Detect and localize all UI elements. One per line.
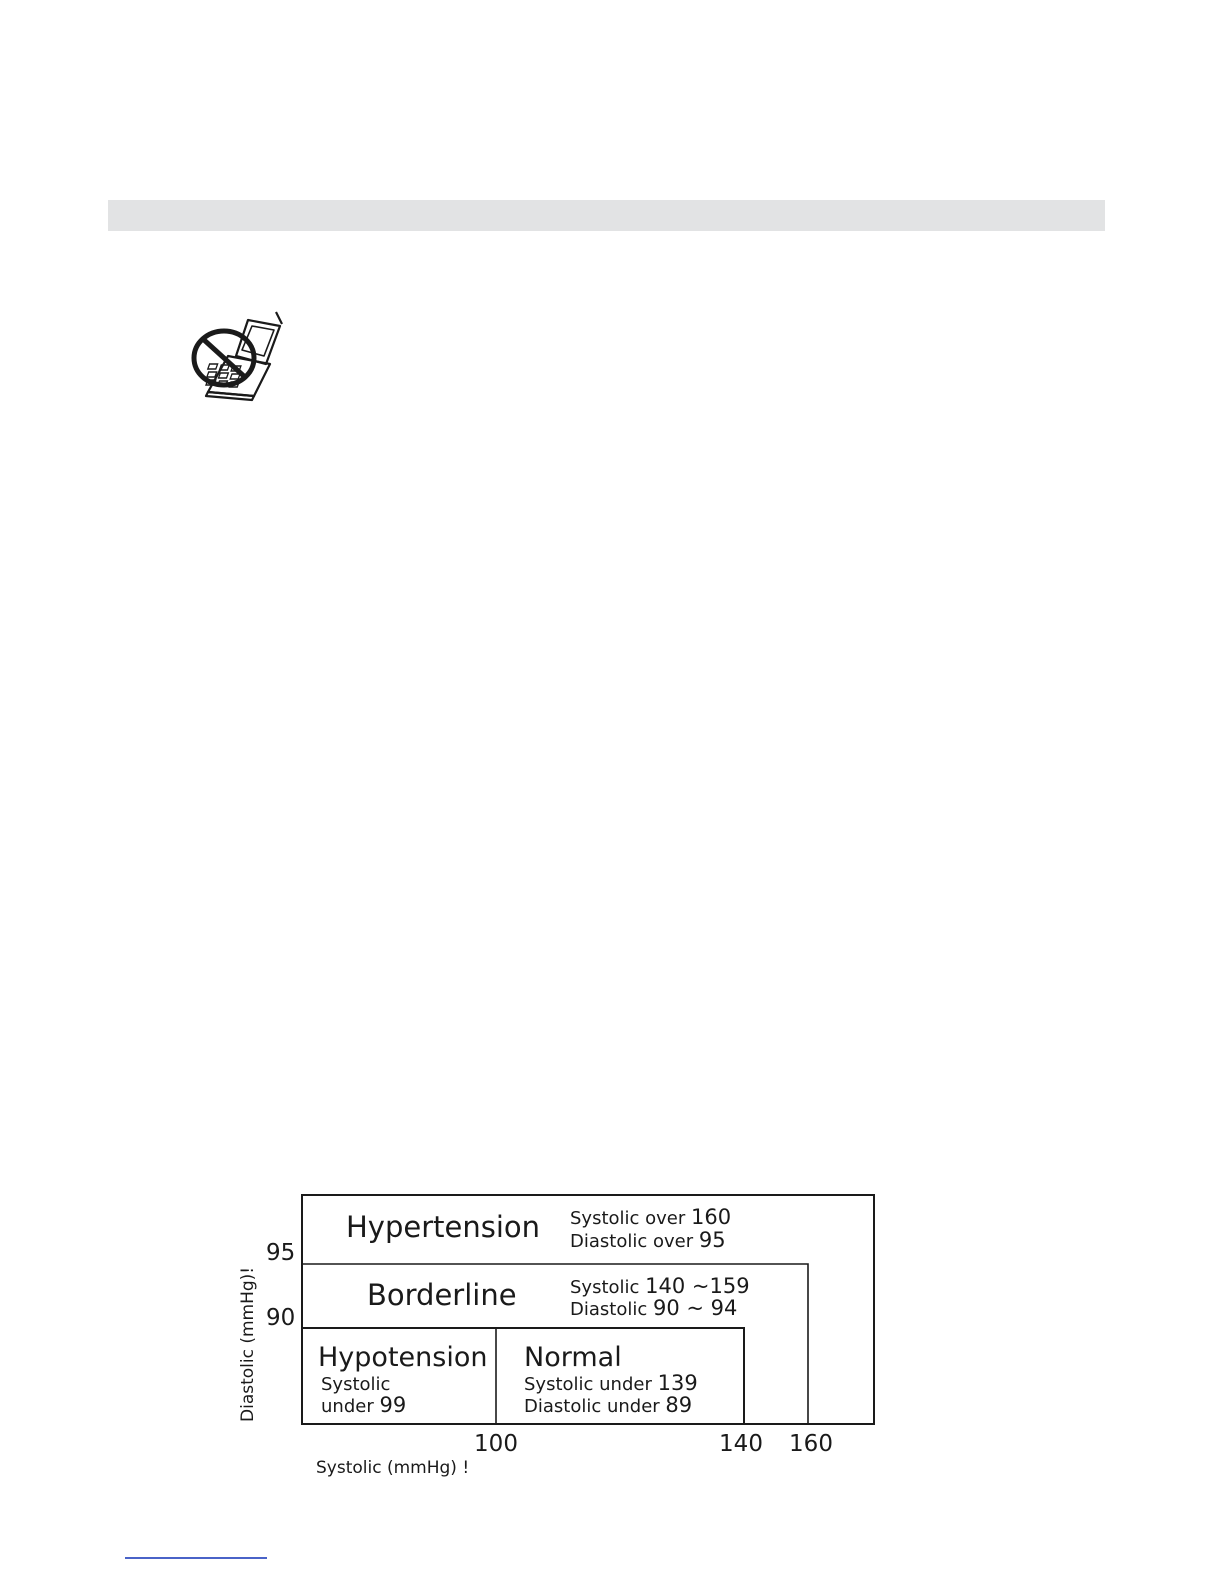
y-tick-label: 95 — [266, 1240, 296, 1266]
hypotension-line2: under 99 — [321, 1393, 407, 1417]
blood-pressure-classification-chart — [230, 1185, 890, 1485]
hypertension-diastolic: Diastolic over 95 — [570, 1228, 726, 1252]
x-tick-label: 100 — [474, 1431, 518, 1457]
x-axis-label: Systolic (mmHg) ! — [316, 1458, 470, 1478]
hypotension-title: Hypotension — [318, 1342, 488, 1373]
normal-title: Normal — [524, 1342, 622, 1373]
borderline-title: Borderline — [367, 1278, 517, 1312]
borderline-diastolic: Diastolic 90 ~ 94 — [570, 1296, 738, 1320]
normal-systolic: Systolic under 139 — [524, 1371, 698, 1395]
borderline-systolic: Systolic 140 ~159 — [570, 1274, 750, 1298]
x-tick-label: 160 — [789, 1431, 833, 1457]
section-header-bar — [108, 200, 1105, 231]
hypotension-line1: Systolic — [321, 1374, 391, 1395]
footer-rule — [125, 1557, 267, 1559]
hypertension-title: Hypertension — [346, 1210, 541, 1244]
normal-diastolic: Diastolic under 89 — [524, 1393, 693, 1417]
no-mobile-phone-icon — [186, 308, 292, 404]
hypertension-systolic: Systolic over 160 — [570, 1205, 732, 1229]
y-axis-label: Diastolic (mmHg)! — [238, 1266, 258, 1422]
y-tick-label: 90 — [266, 1305, 296, 1331]
x-tick-label: 140 — [719, 1431, 763, 1457]
